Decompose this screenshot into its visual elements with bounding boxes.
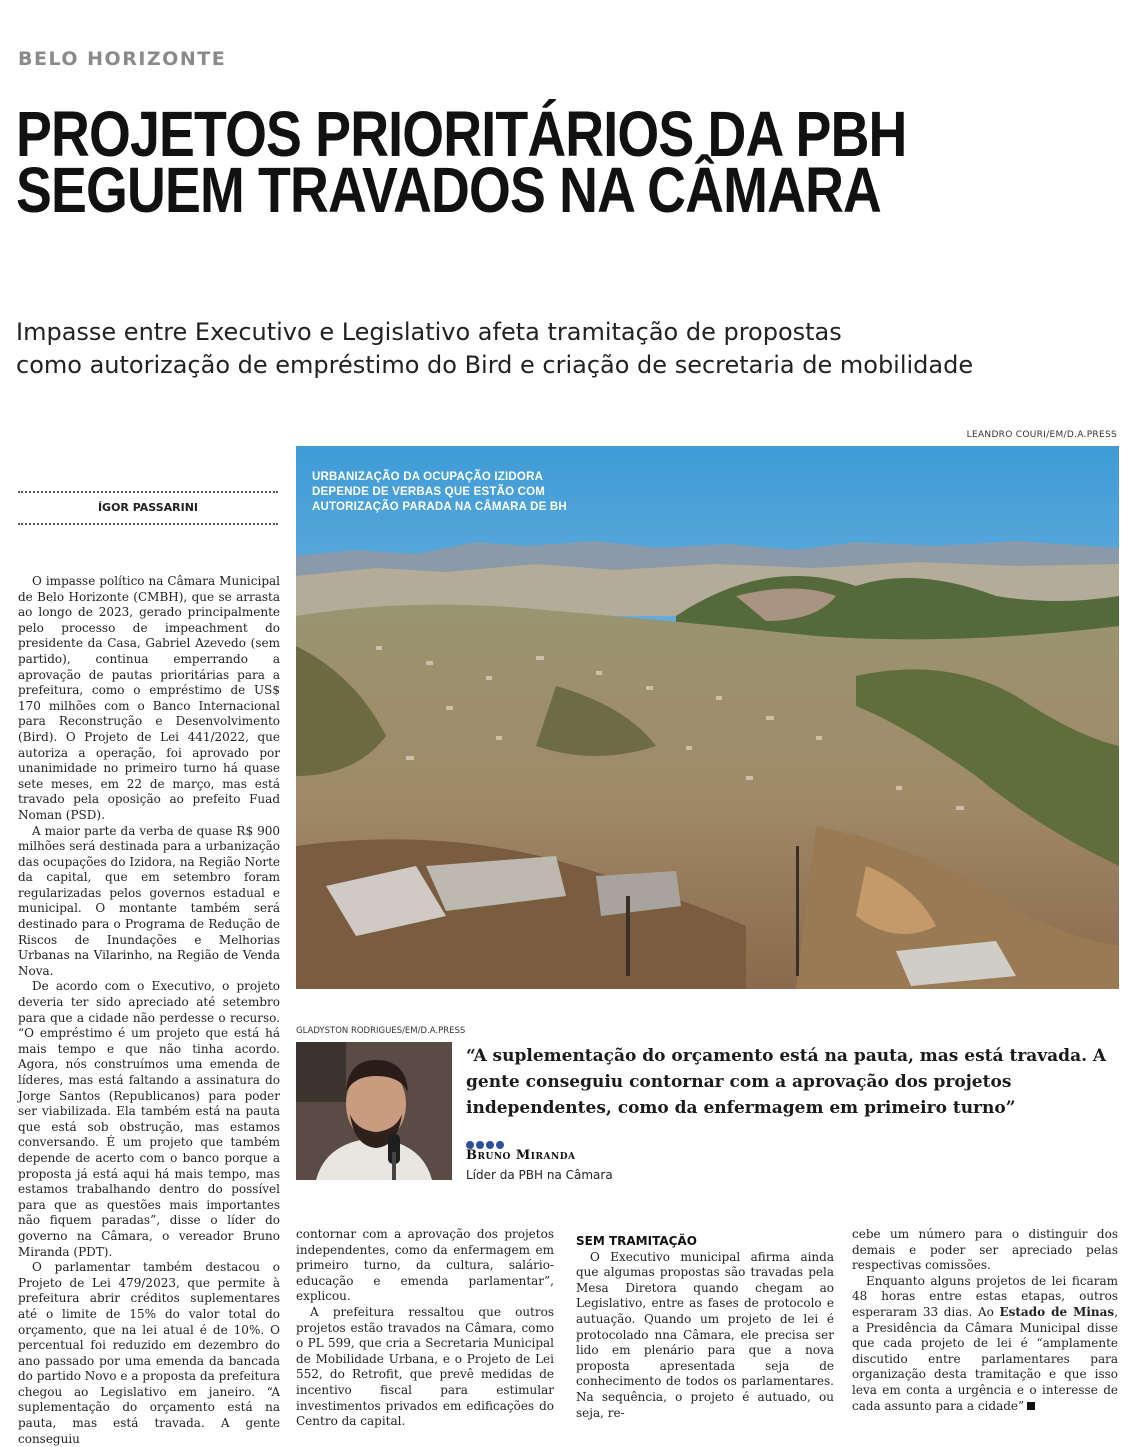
paragraph: O Executivo municipal afirma ainda que algumas propostas são travadas pela Mesa Diretora quando chegam ao Legislativo, entre as fases de protocolo e autuação. Quando um projeto de lei é protocolado nna Câmara, ele precisa ser lido em plenário para que a nova proposta apresentada seja de conhecimento de todos os parlamentares. Na sequência, o projeto é autuado, ou seja, re- [576, 1249, 834, 1420]
paragraph: A prefeitura ressaltou que outros projetos estão travados na Câmara, como o PL 599, que cria a Secretaria Municipal de Mobilidade Urbana, e o Projeto de Lei 552, do Retrofit, que prevê medidas de incentivo fiscal para estimular investimentos privados em edificações do Centro da capital. [296, 1304, 554, 1429]
photo-caption: URBANIZAÇÃO DA OCUPAÇÃO IZIDORA DEPENDE DE VERBAS QUE ESTÃO COM AUTORIZAÇÃO PARADA NA CÂMARA DE BH [312, 471, 567, 513]
byline-box [18, 491, 278, 525]
portrait-credit: GLADYSTON RODRIGUES/EM/D.A.PRESS [296, 1026, 466, 1036]
headline-line-1: PROJETOS PRIORITÁRIOS DA PBH [16, 98, 907, 170]
paragraph: O impasse político na Câmara Municipal de Belo Horizonte (CMBH), que se arrasta ao longo de 2023, gerado principalmente pelo processo de impeachment do presidente da Casa, Gabriel Azevedo (sem partido), continua emperrando a aprovação de pautas prioritárias para a prefeitura, como o empréstimo de US$ 170 milhões com o Banco Internacional para Reconstrução e Desenvolvimento (Bird). O Projeto de Lei 441/2022, que autoriza a operação, foi aprovado por unanimidade no primeiro turno há quase sete meses, em 22 de março, mas está travado pela oposição ao prefeito Fuad Noman (PSD). [18, 574, 280, 822]
paragraph: O parlamentar também destacou o Projeto de Lei 479/2023, que permite à prefeitura abrir créditos suplementares até o limite de 15% do valor total do orçamento, que na lei atual é de 10%. O percentual foi reduzido em dezembro do ano passado por uma emenda da bancada do partido Novo e a proposta da prefeitura chegou ao Legislativo em janeiro. “A suplementação do orçamento está na pauta, mas está travada. A gente conseguiu [18, 1260, 280, 1446]
body-column-2 [296, 1227, 554, 1430]
headline-line-2: SEGUEM TRAVADOS NA CÂMARA [16, 154, 882, 226]
landscape-illustration [296, 446, 1119, 989]
byline: ÍGOR PASSARINI [97, 501, 199, 514]
headline [16, 98, 948, 226]
photo-credit: LEANDRO COURI/EM/D.A.PRESS [966, 430, 1117, 440]
newspaper-name: Estado de Minas [999, 1304, 1115, 1319]
portrait-illustration [296, 1042, 452, 1180]
pull-quote: “A suplementação do orçamento está na pauta, mas está travada. A gente conseguiu contornar com a aprovação dos projetos independentes, como da enfermagem em primeiro turno” [466, 1046, 1107, 1118]
paragraph [852, 1274, 1118, 1414]
body-column-4 [852, 1227, 1118, 1414]
paragraph: contornar com a aprovação dos projetos independentes, como da enfermagem em primeiro turno, da cultura, salário-educação e emenda parlamentar”, explicou. [296, 1227, 554, 1304]
paragraph-text: Enquanto alguns projetos de lei ficaram 48 horas entre estas etapas, outros esperaram 33 dias. Ao [852, 1273, 1118, 1319]
body-column-1 [18, 574, 280, 1447]
paragraph-text: , a Presidência da Câmara Municipal disse que cada projeto de lei é “amplamente discutido entre parlamentares para organização desta tramitação e que isso leva em conta a urgência e o interesse de cada assunto para a cidade” [852, 1304, 1119, 1413]
subheadline-line-1: Impasse entre Executivo e Legislativo afeta tramitação de propostas [16, 318, 842, 346]
section-subtitle: SEM TRAMITAÇÃO [576, 1234, 697, 1248]
end-mark-icon [1027, 1402, 1035, 1410]
portrait-photo [296, 1042, 452, 1180]
subheadline [16, 316, 1126, 382]
paragraph: De acordo com o Executivo, o projeto deveria ter sido apreciado até setembro para que a cidade não perdesse o recurso. “O empréstimo é um projeto que está há mais tempo e que não tinha acordo. Agora, nós construímos uma emenda de líderes, mas está faltando a assinatura do Jorge Santos (Republicanos) para poder ser viabilizada. Ela também está na pauta que está sob obstrução, mas estamos conversando. É um projeto que também depende de acerto com o banco porque a proposta já está aqui há mais tempo, mas estamos trabalhando dentro do possível para que as questões mais importantes não fiquem paradas”, disse o líder do governo na Câmara, o vereador Bruno Miranda (PDT). [18, 979, 280, 1259]
paragraph: A maior parte da verba de quase R$ 900 milhões será destinada para a urbanização das ocupações do Izidora, na Região Norte da capital, que em setembro foram regularizadas pelos governos estadual e municipal. O montante também será destinado para o Programa de Redução de Riscos de Inundações e Melhorias Urbanas na Vilarinho, na Região de Venda Nova. [18, 823, 280, 978]
section-label: BELO HORIZONTE [18, 48, 227, 70]
quote-author-role: Líder da PBH na Câmara [466, 1168, 613, 1182]
main-photo [296, 446, 1119, 989]
subheadline-line-2: como autorização de empréstimo do Bird e criação de secretaria de mobilidade [16, 351, 974, 379]
quote-author: Bruno Miranda [466, 1148, 576, 1163]
body-column-3 [576, 1234, 834, 1421]
paragraph: cebe um número para o distinguir dos demais e poder ser apreciado pelas respectivas comissões. [852, 1227, 1118, 1273]
